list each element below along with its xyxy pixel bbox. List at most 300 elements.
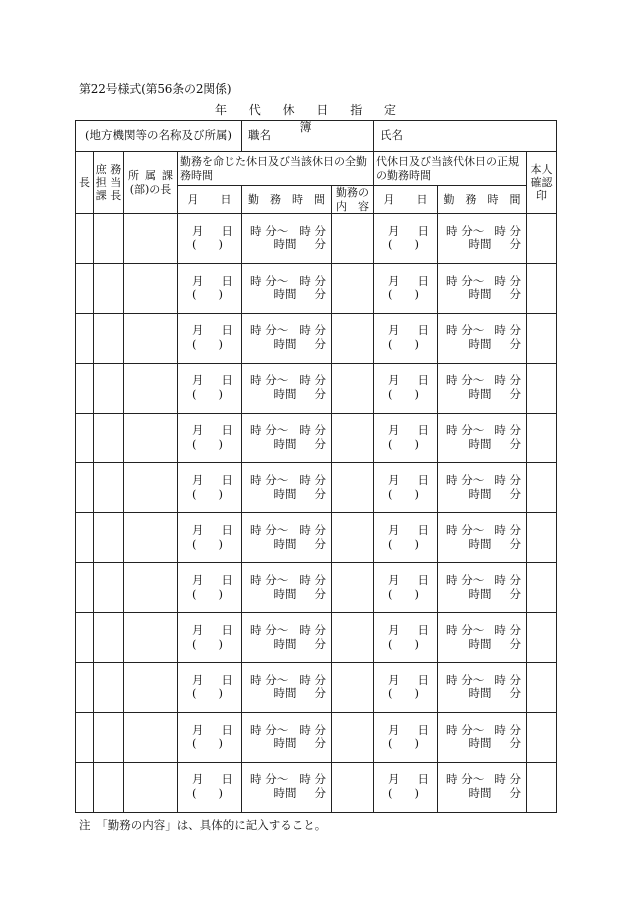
month-label: 月 xyxy=(192,522,204,537)
work-content-cell xyxy=(332,363,374,413)
chief-seal-cell xyxy=(76,263,94,313)
day-label: 日 xyxy=(417,473,430,488)
time-end-label: 時 分 xyxy=(494,622,522,637)
hours-label: 時間 xyxy=(468,337,492,352)
weekday-close: ) xyxy=(218,586,224,601)
work-content-line-2: 内 容 xyxy=(336,199,370,213)
time-start-label: 時 分〜 xyxy=(250,323,289,338)
weekday-open: ( xyxy=(192,387,197,402)
time-start-label: 時 分〜 xyxy=(446,323,485,338)
hours-label: 時間 xyxy=(468,686,492,701)
confirm-seal-cell xyxy=(527,263,557,313)
work-date-cell xyxy=(178,363,242,413)
weekday-open: ( xyxy=(388,337,393,352)
time-end-label: 時 分 xyxy=(299,772,327,787)
chief-seal-cell xyxy=(76,313,94,363)
month-label: 月 xyxy=(192,572,204,587)
dept-head-seal-cell xyxy=(124,313,178,363)
weekday-close: ) xyxy=(414,686,420,701)
sub-holiday-time-cell xyxy=(438,513,527,563)
day-label: 日 xyxy=(221,622,234,637)
work-time-cell xyxy=(242,762,332,812)
chief-seal-cell xyxy=(76,663,94,713)
day-label: 日 xyxy=(221,423,234,438)
sub-holiday-date-cell xyxy=(374,313,438,363)
month-label: 月 xyxy=(388,223,400,238)
entry-row xyxy=(76,712,557,762)
work-content-line-1: 勤務の xyxy=(336,186,370,200)
work-time-cell xyxy=(242,214,332,264)
weekday-close: ) xyxy=(414,287,420,302)
hours-label: 時間 xyxy=(468,736,492,751)
chief-seal-cell xyxy=(76,214,94,264)
day-label: 日 xyxy=(417,622,430,637)
weekday-close: ) xyxy=(414,736,420,751)
weekday-open: ( xyxy=(192,586,197,601)
section-chief-seal-cell xyxy=(94,513,124,563)
time-end-label: 時 分 xyxy=(299,373,327,388)
minutes-label: 分 xyxy=(314,237,327,252)
time-start-label: 時 分〜 xyxy=(446,572,485,587)
hours-label: 時間 xyxy=(468,586,492,601)
weekday-open: ( xyxy=(388,586,393,601)
minutes-label: 分 xyxy=(509,287,522,302)
hours-label: 時間 xyxy=(468,536,492,551)
month-label: 月 xyxy=(388,572,400,587)
dept-head-seal-cell xyxy=(124,663,178,713)
minutes-label: 分 xyxy=(509,736,522,751)
month-label: 月 xyxy=(388,373,400,388)
minutes-label: 分 xyxy=(509,237,522,252)
work-date-cell xyxy=(178,563,242,613)
weekday-close: ) xyxy=(414,586,420,601)
day-label: 日 xyxy=(221,572,234,587)
hours-label: 時間 xyxy=(273,387,297,402)
work-content-cell xyxy=(332,563,374,613)
work-time-cell xyxy=(242,613,332,663)
chief-header: 長 xyxy=(76,152,94,214)
work-date-cell xyxy=(178,762,242,812)
work-day-group-header: 勤務を命じた休日及び当該休日の全勤務時間 xyxy=(178,152,374,186)
weekday-close: ) xyxy=(414,237,420,252)
sub-holiday-date-cell xyxy=(374,563,438,613)
minutes-label: 分 xyxy=(314,786,327,801)
sub-holiday-time-cell xyxy=(438,463,527,513)
weekday-close: ) xyxy=(414,437,420,451)
entry-row xyxy=(76,413,557,463)
time-end-label: 時 分 xyxy=(299,622,327,637)
weekday-close: ) xyxy=(218,636,224,651)
sub-holiday-date-cell xyxy=(374,413,438,463)
time-start-label: 時 分〜 xyxy=(250,522,289,537)
weekday-close: ) xyxy=(218,437,224,451)
work-content-cell xyxy=(332,712,374,762)
section-chief-seal-cell xyxy=(94,263,124,313)
hours-label: 時間 xyxy=(273,786,297,801)
day-label: 日 xyxy=(221,373,234,388)
day-label: 日 xyxy=(417,572,430,587)
time-end-label: 時 分 xyxy=(299,572,327,587)
weekday-close: ) xyxy=(414,337,420,352)
weekday-close: ) xyxy=(218,736,224,751)
weekday-close: ) xyxy=(414,536,420,551)
confirm-seal-cell xyxy=(527,563,557,613)
sub-holiday-date-cell xyxy=(374,263,438,313)
time-end-label: 時 分 xyxy=(299,672,327,687)
dept-head-seal-cell xyxy=(124,513,178,563)
entry-row xyxy=(76,263,557,313)
weekday-open: ( xyxy=(192,237,197,252)
hours-label: 時間 xyxy=(273,586,297,601)
month-label: 月 xyxy=(192,323,204,338)
sub-holiday-time-cell xyxy=(438,663,527,713)
weekday-close: ) xyxy=(218,536,224,551)
dept-head-seal-cell xyxy=(124,762,178,812)
weekday-open: ( xyxy=(388,536,393,551)
work-time-cell xyxy=(242,463,332,513)
entry-row xyxy=(76,762,557,812)
weekday-open: ( xyxy=(192,437,197,451)
hours-label: 時間 xyxy=(468,786,492,801)
minutes-label: 分 xyxy=(314,287,327,302)
minutes-label: 分 xyxy=(509,387,522,402)
sub-holiday-time-cell xyxy=(438,363,527,413)
dept-head-seal-cell xyxy=(124,712,178,762)
work-time-cell xyxy=(242,263,332,313)
minutes-label: 分 xyxy=(314,636,327,651)
time-end-label: 時 分 xyxy=(299,522,327,537)
time-end-label: 時 分 xyxy=(494,273,522,288)
sub-holiday-date-cell xyxy=(374,214,438,264)
sub-holiday-group-header: 代休日及び当該代休日の正規の勤務時間 xyxy=(374,152,527,186)
person-name-label: 氏名 xyxy=(374,121,557,152)
minutes-label: 分 xyxy=(314,536,327,551)
weekday-close: ) xyxy=(414,636,420,651)
sub-holiday-date-cell xyxy=(374,513,438,563)
hours-label: 時間 xyxy=(273,337,297,352)
month-label: 月 xyxy=(388,672,400,687)
header-row-groups xyxy=(76,152,557,186)
minutes-label: 分 xyxy=(509,586,522,601)
time-start-label: 時 分〜 xyxy=(446,223,485,238)
holiday-designation-table xyxy=(75,120,557,813)
sub-work-time-header: 勤 務 時 間 xyxy=(438,186,527,214)
sub-holiday-time-cell xyxy=(438,712,527,762)
weekday-open: ( xyxy=(192,786,197,801)
dept-head-seal-cell xyxy=(124,413,178,463)
work-content-cell xyxy=(332,613,374,663)
day-label: 日 xyxy=(417,223,430,238)
sub-holiday-time-cell xyxy=(438,413,527,463)
month-label: 月 xyxy=(192,722,204,737)
day-label: 日 xyxy=(221,772,234,787)
entry-row xyxy=(76,613,557,663)
time-start-label: 時 分〜 xyxy=(250,423,289,438)
section-chief-seal-cell xyxy=(94,663,124,713)
time-end-label: 時 分 xyxy=(494,672,522,687)
confirm-seal-cell xyxy=(527,712,557,762)
time-start-label: 時 分〜 xyxy=(250,772,289,787)
month-label: 月 xyxy=(192,373,204,388)
sub-holiday-date-cell xyxy=(374,762,438,812)
work-content-cell xyxy=(332,413,374,463)
day-label: 日 xyxy=(221,323,234,338)
hours-label: 時間 xyxy=(468,636,492,651)
confirm-seal-cell xyxy=(527,313,557,363)
day-label: 日 xyxy=(221,223,234,238)
time-end-label: 時 分 xyxy=(299,423,327,438)
weekday-close: ) xyxy=(218,686,224,701)
weekday-close: ) xyxy=(218,337,224,352)
time-end-label: 時 分 xyxy=(494,223,522,238)
day-label: 日 xyxy=(417,373,430,388)
work-time-header: 勤 務 時 間 xyxy=(242,186,332,214)
month-label: 月 xyxy=(192,473,204,488)
work-time-cell xyxy=(242,313,332,363)
work-content-cell xyxy=(332,463,374,513)
sub-holiday-time-cell xyxy=(438,313,527,363)
header-row-org xyxy=(76,121,557,152)
section-chief-seal-cell xyxy=(94,762,124,812)
minutes-label: 分 xyxy=(509,786,522,801)
confirm-seal-cell xyxy=(527,613,557,663)
hours-label: 時間 xyxy=(468,287,492,302)
day-label: 日 xyxy=(417,323,430,338)
work-date-cell xyxy=(178,663,242,713)
time-start-label: 時 分〜 xyxy=(446,373,485,388)
work-date-cell xyxy=(178,712,242,762)
month-label: 月 xyxy=(388,323,400,338)
work-time-cell xyxy=(242,712,332,762)
work-content-cell xyxy=(332,513,374,563)
section-chief-seal-cell xyxy=(94,463,124,513)
time-end-label: 時 分 xyxy=(494,323,522,338)
time-end-label: 時 分 xyxy=(299,273,327,288)
chief-seal-cell xyxy=(76,613,94,663)
time-end-label: 時 分 xyxy=(494,473,522,488)
work-time-cell xyxy=(242,563,332,613)
time-start-label: 時 分〜 xyxy=(446,722,485,737)
work-date-cell xyxy=(178,263,242,313)
weekday-open: ( xyxy=(192,736,197,751)
weekday-close: ) xyxy=(218,786,224,801)
section-chief-seal-cell xyxy=(94,563,124,613)
month-label: 月 xyxy=(388,722,400,737)
month-label: 月 xyxy=(388,522,400,537)
dept-head-seal-cell xyxy=(124,613,178,663)
time-start-label: 時 分〜 xyxy=(250,223,289,238)
section-chief-seal-cell xyxy=(94,214,124,264)
minutes-label: 分 xyxy=(314,586,327,601)
day-label: 日 xyxy=(221,672,234,687)
weekday-close: ) xyxy=(218,387,224,402)
chief-seal-cell xyxy=(76,712,94,762)
month-label: 月 xyxy=(388,473,400,488)
footnote: 注 「勤務の内容」は、具体的に記入すること。 xyxy=(79,818,327,832)
entry-row xyxy=(76,463,557,513)
work-time-cell xyxy=(242,413,332,463)
time-start-label: 時 分〜 xyxy=(446,522,485,537)
sub-holiday-date-cell xyxy=(374,663,438,713)
time-start-label: 時 分〜 xyxy=(446,672,485,687)
work-content-cell xyxy=(332,762,374,812)
sub-holiday-date-cell xyxy=(374,712,438,762)
weekday-open: ( xyxy=(388,287,393,302)
hours-label: 時間 xyxy=(273,636,297,651)
section-chief-seal-cell xyxy=(94,613,124,663)
hours-label: 時間 xyxy=(273,686,297,701)
time-start-label: 時 分〜 xyxy=(250,273,289,288)
weekday-open: ( xyxy=(388,686,393,701)
confirm-seal-cell xyxy=(527,663,557,713)
chief-seal-cell xyxy=(76,762,94,812)
entry-row xyxy=(76,663,557,713)
month-label: 月 xyxy=(388,772,400,787)
minutes-label: 分 xyxy=(314,486,327,501)
time-start-label: 時 分〜 xyxy=(446,273,485,288)
entry-row xyxy=(76,313,557,363)
weekday-open: ( xyxy=(388,387,393,402)
chief-seal-cell xyxy=(76,463,94,513)
page-title: 年 代 休 日 指 定 簿 xyxy=(214,103,406,134)
month-label: 月 xyxy=(192,622,204,637)
entry-row xyxy=(76,563,557,613)
work-month-day-header: 月 日 xyxy=(178,186,242,214)
time-end-label: 時 分 xyxy=(494,722,522,737)
time-start-label: 時 分〜 xyxy=(250,473,289,488)
dept-head-seal-cell xyxy=(124,214,178,264)
dept-head-seal-cell xyxy=(124,363,178,413)
dept-head-seal-cell xyxy=(124,563,178,613)
work-content-cell xyxy=(332,663,374,713)
work-date-cell xyxy=(178,214,242,264)
work-time-cell xyxy=(242,663,332,713)
month-label: 月 xyxy=(192,423,204,438)
work-date-cell xyxy=(178,613,242,663)
weekday-open: ( xyxy=(192,686,197,701)
sub-holiday-time-cell xyxy=(438,214,527,264)
day-label: 日 xyxy=(417,273,430,288)
work-date-cell xyxy=(178,463,242,513)
weekday-open: ( xyxy=(388,237,393,252)
minutes-label: 分 xyxy=(509,536,522,551)
weekday-open: ( xyxy=(388,736,393,751)
hours-label: 時間 xyxy=(273,437,297,451)
section-chief-line-3: 課 長 xyxy=(95,189,122,203)
entry-row xyxy=(76,513,557,563)
work-content-header xyxy=(332,186,374,214)
form-code: 第22号様式(第56条の2関係) xyxy=(79,82,232,96)
confirm-seal-cell xyxy=(527,463,557,513)
confirm-seal-cell xyxy=(527,513,557,563)
work-date-cell xyxy=(178,313,242,363)
confirm-seal-cell xyxy=(527,413,557,463)
chief-seal-cell xyxy=(76,563,94,613)
hours-label: 時間 xyxy=(273,536,297,551)
day-label: 日 xyxy=(221,473,234,488)
weekday-open: ( xyxy=(388,636,393,651)
weekday-open: ( xyxy=(192,486,197,501)
section-chief-seal-cell xyxy=(94,363,124,413)
org-label: (地方機関等の名称及び所属) xyxy=(76,121,242,152)
section-chief-header xyxy=(94,152,124,214)
minutes-label: 分 xyxy=(509,636,522,651)
weekday-close: ) xyxy=(218,486,224,501)
minutes-label: 分 xyxy=(509,486,522,501)
time-start-label: 時 分〜 xyxy=(250,572,289,587)
hours-label: 時間 xyxy=(468,486,492,501)
section-chief-line-1: 庶 務 xyxy=(95,162,122,176)
sub-month-day-header: 月 日 xyxy=(374,186,438,214)
weekday-open: ( xyxy=(192,636,197,651)
work-date-cell xyxy=(178,513,242,563)
work-time-cell xyxy=(242,363,332,413)
confirm-seal-header: 本人確認印 xyxy=(527,152,557,214)
dept-head-line-2: (部)の長 xyxy=(129,182,172,196)
time-start-label: 時 分〜 xyxy=(250,722,289,737)
weekday-close: ) xyxy=(218,287,224,302)
weekday-open: ( xyxy=(192,536,197,551)
weekday-open: ( xyxy=(192,287,197,302)
hours-label: 時間 xyxy=(273,237,297,252)
month-label: 月 xyxy=(192,223,204,238)
confirm-seal-cell xyxy=(527,214,557,264)
work-content-cell xyxy=(332,263,374,313)
month-label: 月 xyxy=(192,273,204,288)
section-chief-line-2: 担 当 xyxy=(95,175,122,189)
weekday-open: ( xyxy=(388,486,393,501)
sub-holiday-time-cell xyxy=(438,762,527,812)
minutes-label: 分 xyxy=(314,437,327,451)
time-start-label: 時 分〜 xyxy=(446,772,485,787)
time-start-label: 時 分〜 xyxy=(250,672,289,687)
hours-label: 時間 xyxy=(273,287,297,302)
day-label: 日 xyxy=(417,423,430,438)
entry-row xyxy=(76,214,557,264)
sub-holiday-date-cell xyxy=(374,463,438,513)
time-end-label: 時 分 xyxy=(494,522,522,537)
weekday-close: ) xyxy=(414,387,420,402)
dept-head-line-1: 所 属 課 xyxy=(128,169,173,183)
time-end-label: 時 分 xyxy=(299,223,327,238)
weekday-open: ( xyxy=(388,786,393,801)
minutes-label: 分 xyxy=(509,337,522,352)
minutes-label: 分 xyxy=(314,337,327,352)
hours-label: 時間 xyxy=(468,237,492,252)
sub-holiday-time-cell xyxy=(438,263,527,313)
time-start-label: 時 分〜 xyxy=(446,423,485,438)
minutes-label: 分 xyxy=(509,437,522,451)
day-label: 日 xyxy=(417,772,430,787)
month-label: 月 xyxy=(388,423,400,438)
month-label: 月 xyxy=(388,273,400,288)
day-label: 日 xyxy=(221,722,234,737)
confirm-seal-cell xyxy=(527,363,557,413)
time-start-label: 時 分〜 xyxy=(446,622,485,637)
month-label: 月 xyxy=(192,772,204,787)
work-content-cell xyxy=(332,214,374,264)
section-chief-seal-cell xyxy=(94,313,124,363)
minutes-label: 分 xyxy=(314,736,327,751)
work-time-cell xyxy=(242,513,332,563)
work-date-cell xyxy=(178,413,242,463)
time-end-label: 時 分 xyxy=(299,722,327,737)
section-chief-seal-cell xyxy=(94,712,124,762)
sub-holiday-date-cell xyxy=(374,613,438,663)
day-label: 日 xyxy=(417,522,430,537)
minutes-label: 分 xyxy=(314,387,327,402)
confirm-seal-cell xyxy=(527,762,557,812)
